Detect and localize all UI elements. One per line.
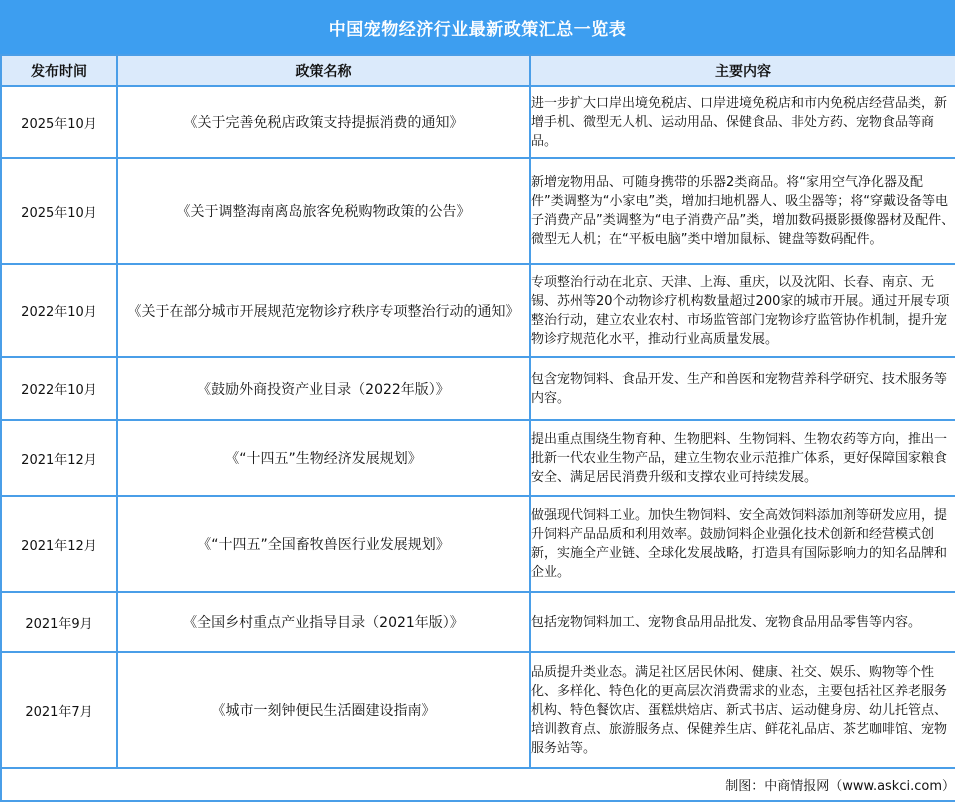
policy-name-cell: 《关于调整海南离岛旅客免税购物政策的公告》 [117, 158, 530, 264]
column-header-policy-name: 政策名称 [117, 55, 530, 86]
content-cell: 做强现代饲料工业。加快生物饲料、安全高效饲料添加剂等研发应用，提升饲料产品品质和利用效率。鼓励饲料企业强化技术创新和经营模式创新，实施全产业链、全球化发展战略，打造具有国际影响力的知名品牌和企业。 [530, 496, 955, 592]
policy-name-cell: 《城市一刻钟便民生活圈建设指南》 [117, 652, 530, 768]
date-cell: 2022年10月 [1, 264, 117, 357]
table-title: 中国宠物经济行业最新政策汇总一览表 [0, 0, 955, 54]
policy-name-cell: 《鼓励外商投资产业目录（2022年版）》 [117, 357, 530, 420]
date-cell: 2022年10月 [1, 357, 117, 420]
table-row [1, 357, 955, 420]
policy-name-cell: 《关于在部分城市开展规范宠物诊疗秩序专项整治行动的通知》 [117, 264, 530, 357]
column-header-date: 发布时间 [1, 55, 117, 86]
table-row [1, 420, 955, 496]
content-cell: 包括宠物饲料加工、宠物食品用品批发、宠物食品用品零售等内容。 [530, 592, 955, 652]
source-credit: 制图：中商情报网（www.askci.com） [1, 768, 955, 801]
date-cell: 2025年10月 [1, 86, 117, 158]
policy-name-cell: 《关于完善免税店政策支持提振消费的通知》 [117, 86, 530, 158]
content-cell: 包含宠物饲料、食品开发、生产和兽医和宠物营养科学研究、技术服务等内容。 [530, 357, 955, 420]
policy-name-cell: 《全国乡村重点产业指导目录（2021年版）》 [117, 592, 530, 652]
date-cell: 2021年12月 [1, 420, 117, 496]
date-cell: 2021年9月 [1, 592, 117, 652]
column-header-content: 主要内容 [530, 55, 955, 86]
date-cell: 2025年10月 [1, 158, 117, 264]
content-cell: 进一步扩大口岸出境免税店、口岸进境免税店和市内免税店经营品类，新增手机、微型无人机、运动用品、保健食品、非处方药、宠物食品等商品。 [530, 86, 955, 158]
date-cell: 2021年12月 [1, 496, 117, 592]
header-row [1, 55, 955, 86]
content-cell: 专项整治行动在北京、天津、上海、重庆，以及沈阳、长春、南京、无锡、苏州等20个动物诊疗机构数量超过200家的城市开展。通过开展专项整治行动，建立农业农村、市场监管部门宠物诊疗监管协作机制，提升宠物诊疗规范化水平，推动行业高质量发展。 [530, 264, 955, 357]
policy-table [0, 54, 955, 802]
table-row [1, 652, 955, 768]
date-cell: 2021年7月 [1, 652, 117, 768]
table-row [1, 496, 955, 592]
policy-name-cell: 《“十四五”全国畜牧兽医行业发展规划》 [117, 496, 530, 592]
table-row [1, 592, 955, 652]
policy-name-cell: 《“十四五”生物经济发展规划》 [117, 420, 530, 496]
footer-row [1, 768, 955, 801]
content-cell: 品质提升类业态。满足社区居民休闲、健康、社交、娱乐、购物等个性化、多样化、特色化的更高层次消费需求的业态，主要包括社区养老服务机构、特色餐饮店、蛋糕烘焙店、新式书店、运动健身房、幼儿托管点、培训教育点、旅游服务点、保健养生店、鲜花礼品店、茶艺咖啡馆、宠物服务站等。 [530, 652, 955, 768]
table-row [1, 158, 955, 264]
table-row [1, 264, 955, 357]
table-row [1, 86, 955, 158]
content-cell: 新增宠物用品、可随身携带的乐器2类商品。将“家用空气净化器及配件”类调整为“小家电”类，增加扫地机器人、吸尘器等；将“穿戴设备等电子消费产品”类调整为“电子消费产品”类，增加数码摄影摄像器材及配件、微型无人机；在“平板电脑”类中增加鼠标、键盘等数码配件。 [530, 158, 955, 264]
content-cell: 提出重点围绕生物育种、生物肥料、生物饲料、生物农药等方向，推出一批新一代农业生物产品，建立生物农业示范推广体系，更好保障国家粮食安全、满足居民消费升级和支撑农业可持续发展。 [530, 420, 955, 496]
